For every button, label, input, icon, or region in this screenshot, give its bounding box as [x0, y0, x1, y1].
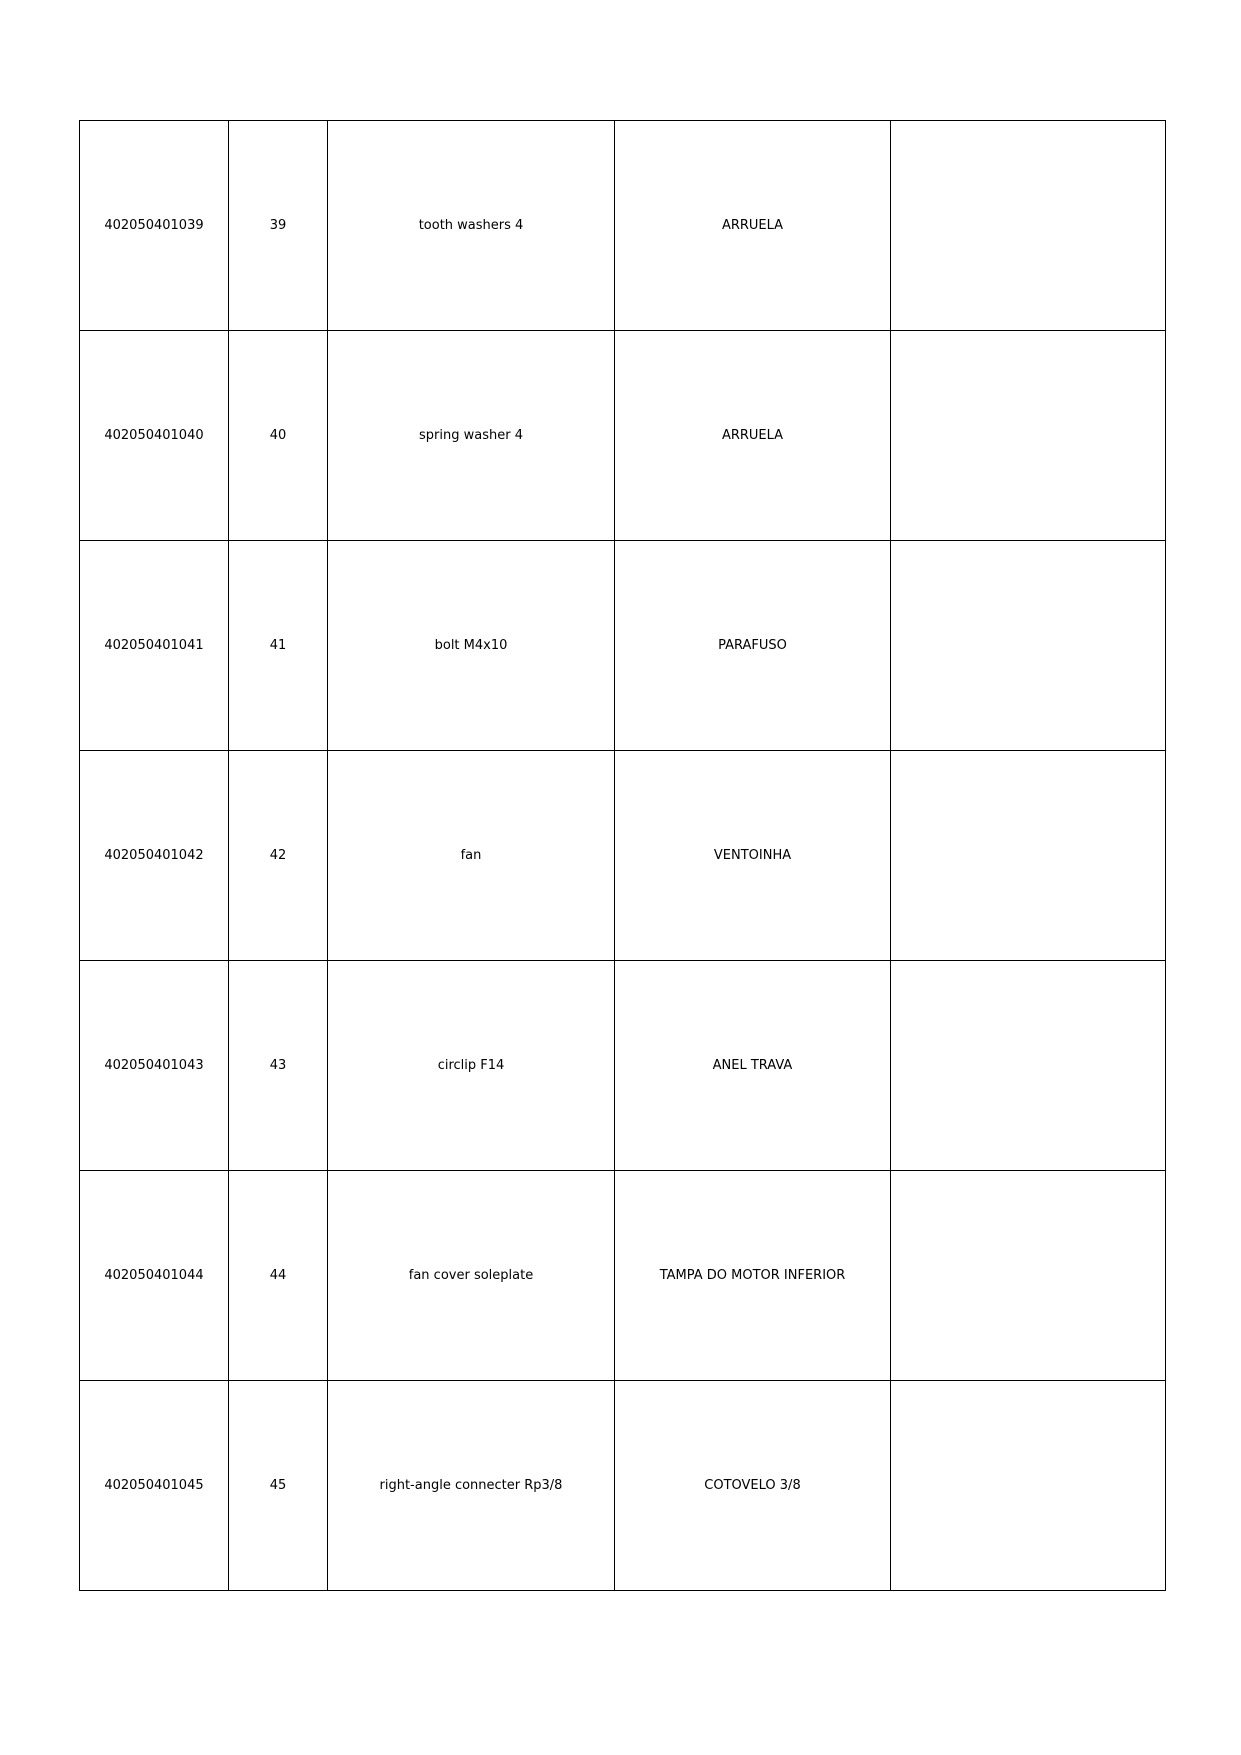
part-name-en: right-angle connecter Rp3/8: [328, 1381, 615, 1591]
part-name-en: circlip F14: [328, 961, 615, 1171]
part-number: 42: [229, 751, 328, 961]
parts-table-body: [80, 121, 1166, 1591]
part-extra: [891, 331, 1166, 541]
part-name-pt: VENTOINHA: [615, 751, 891, 961]
part-number: 40: [229, 331, 328, 541]
part-number: 44: [229, 1171, 328, 1381]
part-extra: [891, 1381, 1166, 1591]
part-extra: [891, 541, 1166, 751]
part-name-pt: COTOVELO 3/8: [615, 1381, 891, 1591]
part-code: 402050401039: [80, 121, 229, 331]
part-name-en: bolt M4x10: [328, 541, 615, 751]
table-row: [80, 331, 1166, 541]
part-extra: [891, 121, 1166, 331]
part-name-pt: ARRUELA: [615, 331, 891, 541]
part-number: 43: [229, 961, 328, 1171]
table-row: [80, 961, 1166, 1171]
part-code: 402050401041: [80, 541, 229, 751]
part-name-pt: TAMPA DO MOTOR INFERIOR: [615, 1171, 891, 1381]
part-code: 402050401043: [80, 961, 229, 1171]
part-name-en: fan cover soleplate: [328, 1171, 615, 1381]
part-number: 45: [229, 1381, 328, 1591]
part-name-pt: PARAFUSO: [615, 541, 891, 751]
table-row: [80, 541, 1166, 751]
part-name-en: fan: [328, 751, 615, 961]
table-row: [80, 1171, 1166, 1381]
part-number: 41: [229, 541, 328, 751]
part-code: 402050401045: [80, 1381, 229, 1591]
part-name-en: spring washer 4: [328, 331, 615, 541]
part-extra: [891, 1171, 1166, 1381]
part-number: 39: [229, 121, 328, 331]
parts-table: [79, 120, 1166, 1591]
part-name-pt: ARRUELA: [615, 121, 891, 331]
part-name-en: tooth washers 4: [328, 121, 615, 331]
table-row: [80, 1381, 1166, 1591]
part-extra: [891, 961, 1166, 1171]
part-extra: [891, 751, 1166, 961]
part-code: 402050401042: [80, 751, 229, 961]
part-code: 402050401044: [80, 1171, 229, 1381]
part-code: 402050401040: [80, 331, 229, 541]
table-row: [80, 751, 1166, 961]
table-row: [80, 121, 1166, 331]
part-name-pt: ANEL TRAVA: [615, 961, 891, 1171]
